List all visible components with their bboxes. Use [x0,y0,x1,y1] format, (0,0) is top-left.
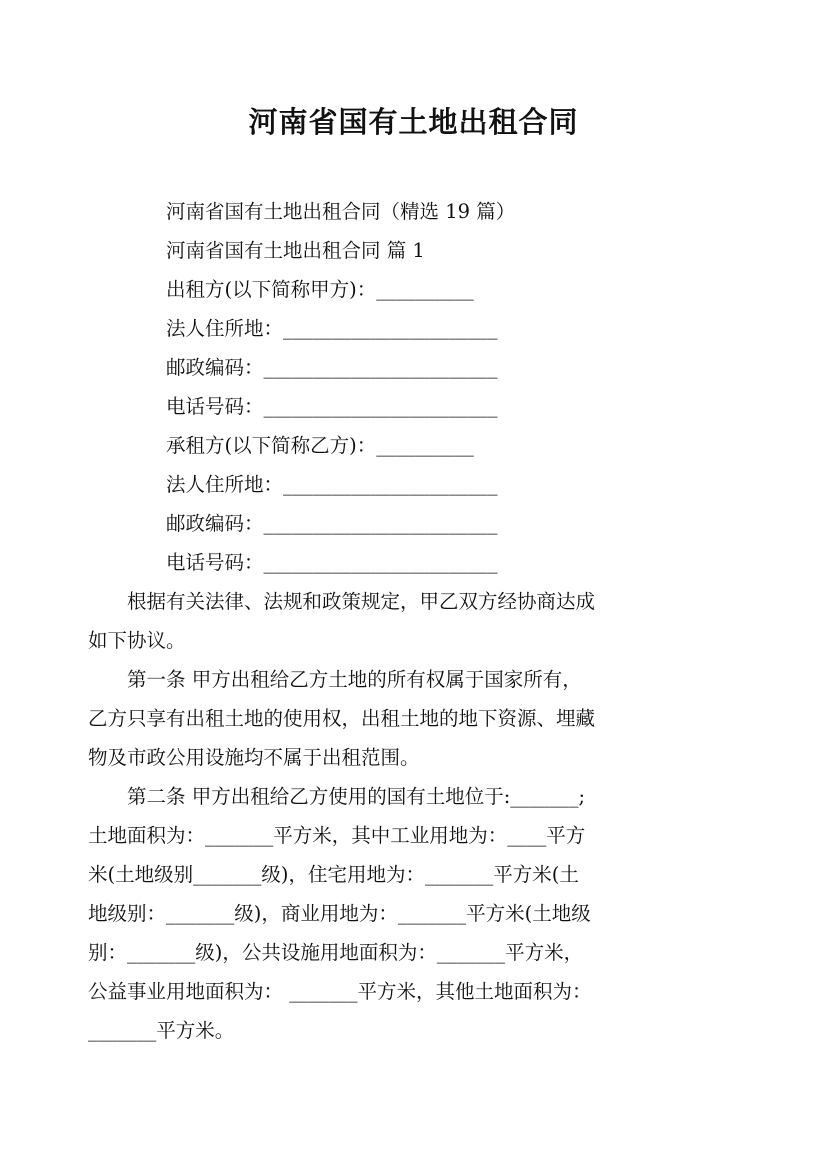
section-heading: 河南省国有土地出租合同 篇 1 [166,239,425,262]
article-1-line-2: 乙方只享有出租土地的使用权，出租土地的地下资源、埋藏 [88,707,596,730]
article-1-line-3: 物及市政公用设施均不属于出租范围。 [88,746,420,769]
document-body [88,192,712,1050]
article-1-line-1: 第一条 甲方出租给乙方土地的所有权属于国家所有， [127,668,582,691]
subtitle-line: 河南省国有土地出租合同（精选 19 篇） [166,200,516,223]
lessor-field: 出租方(以下简称甲方)：__________ [166,278,474,301]
lessor-phone-field: 电话号码：________________________ [166,395,498,418]
intro-line-1: 根据有关法律、法规和政策规定，甲乙双方经协商达成 [127,590,596,613]
article-2-paragraph [88,777,712,1050]
lessor-address-field: 法人住所地：______________________ [166,317,498,340]
intro-line-2: 如下协议。 [88,629,186,652]
lessor-postcode-field: 邮政编码：________________________ [166,356,498,379]
lessee-field: 承租方(以下简称乙方)：__________ [166,434,474,457]
article-2-line-5: 别：_______级)，公共设施用地面积为：_______平方米， [88,941,584,964]
article-2-line-2: 土地面积为：_______平方米，其中工业用地为：____平方 [88,824,586,847]
lessee-postcode-field: 邮政编码：________________________ [166,512,498,535]
article-2-line-7: _______平方米。 [88,1019,235,1042]
intro-paragraph [88,582,712,660]
article-2-line-1: 第二条 甲方出租给乙方使用的国有土地位于:_______; [127,785,586,808]
article-1-paragraph [88,660,712,777]
article-2-line-3: 米(土地级别_______级)，住宅用地为：_______平方米(土 [88,863,579,886]
document-title: 河南省国有土地出租合同 [248,105,579,139]
article-2-line-4: 地级别：_______级)，商业用地为：_______平方米(土地级 [88,902,591,925]
lessee-address-field: 法人住所地：______________________ [166,473,498,496]
lessee-phone-field: 电话号码：________________________ [166,551,498,574]
article-2-line-6: 公益事业用地面积为： _______平方米，其他土地面积为： [88,980,592,1003]
